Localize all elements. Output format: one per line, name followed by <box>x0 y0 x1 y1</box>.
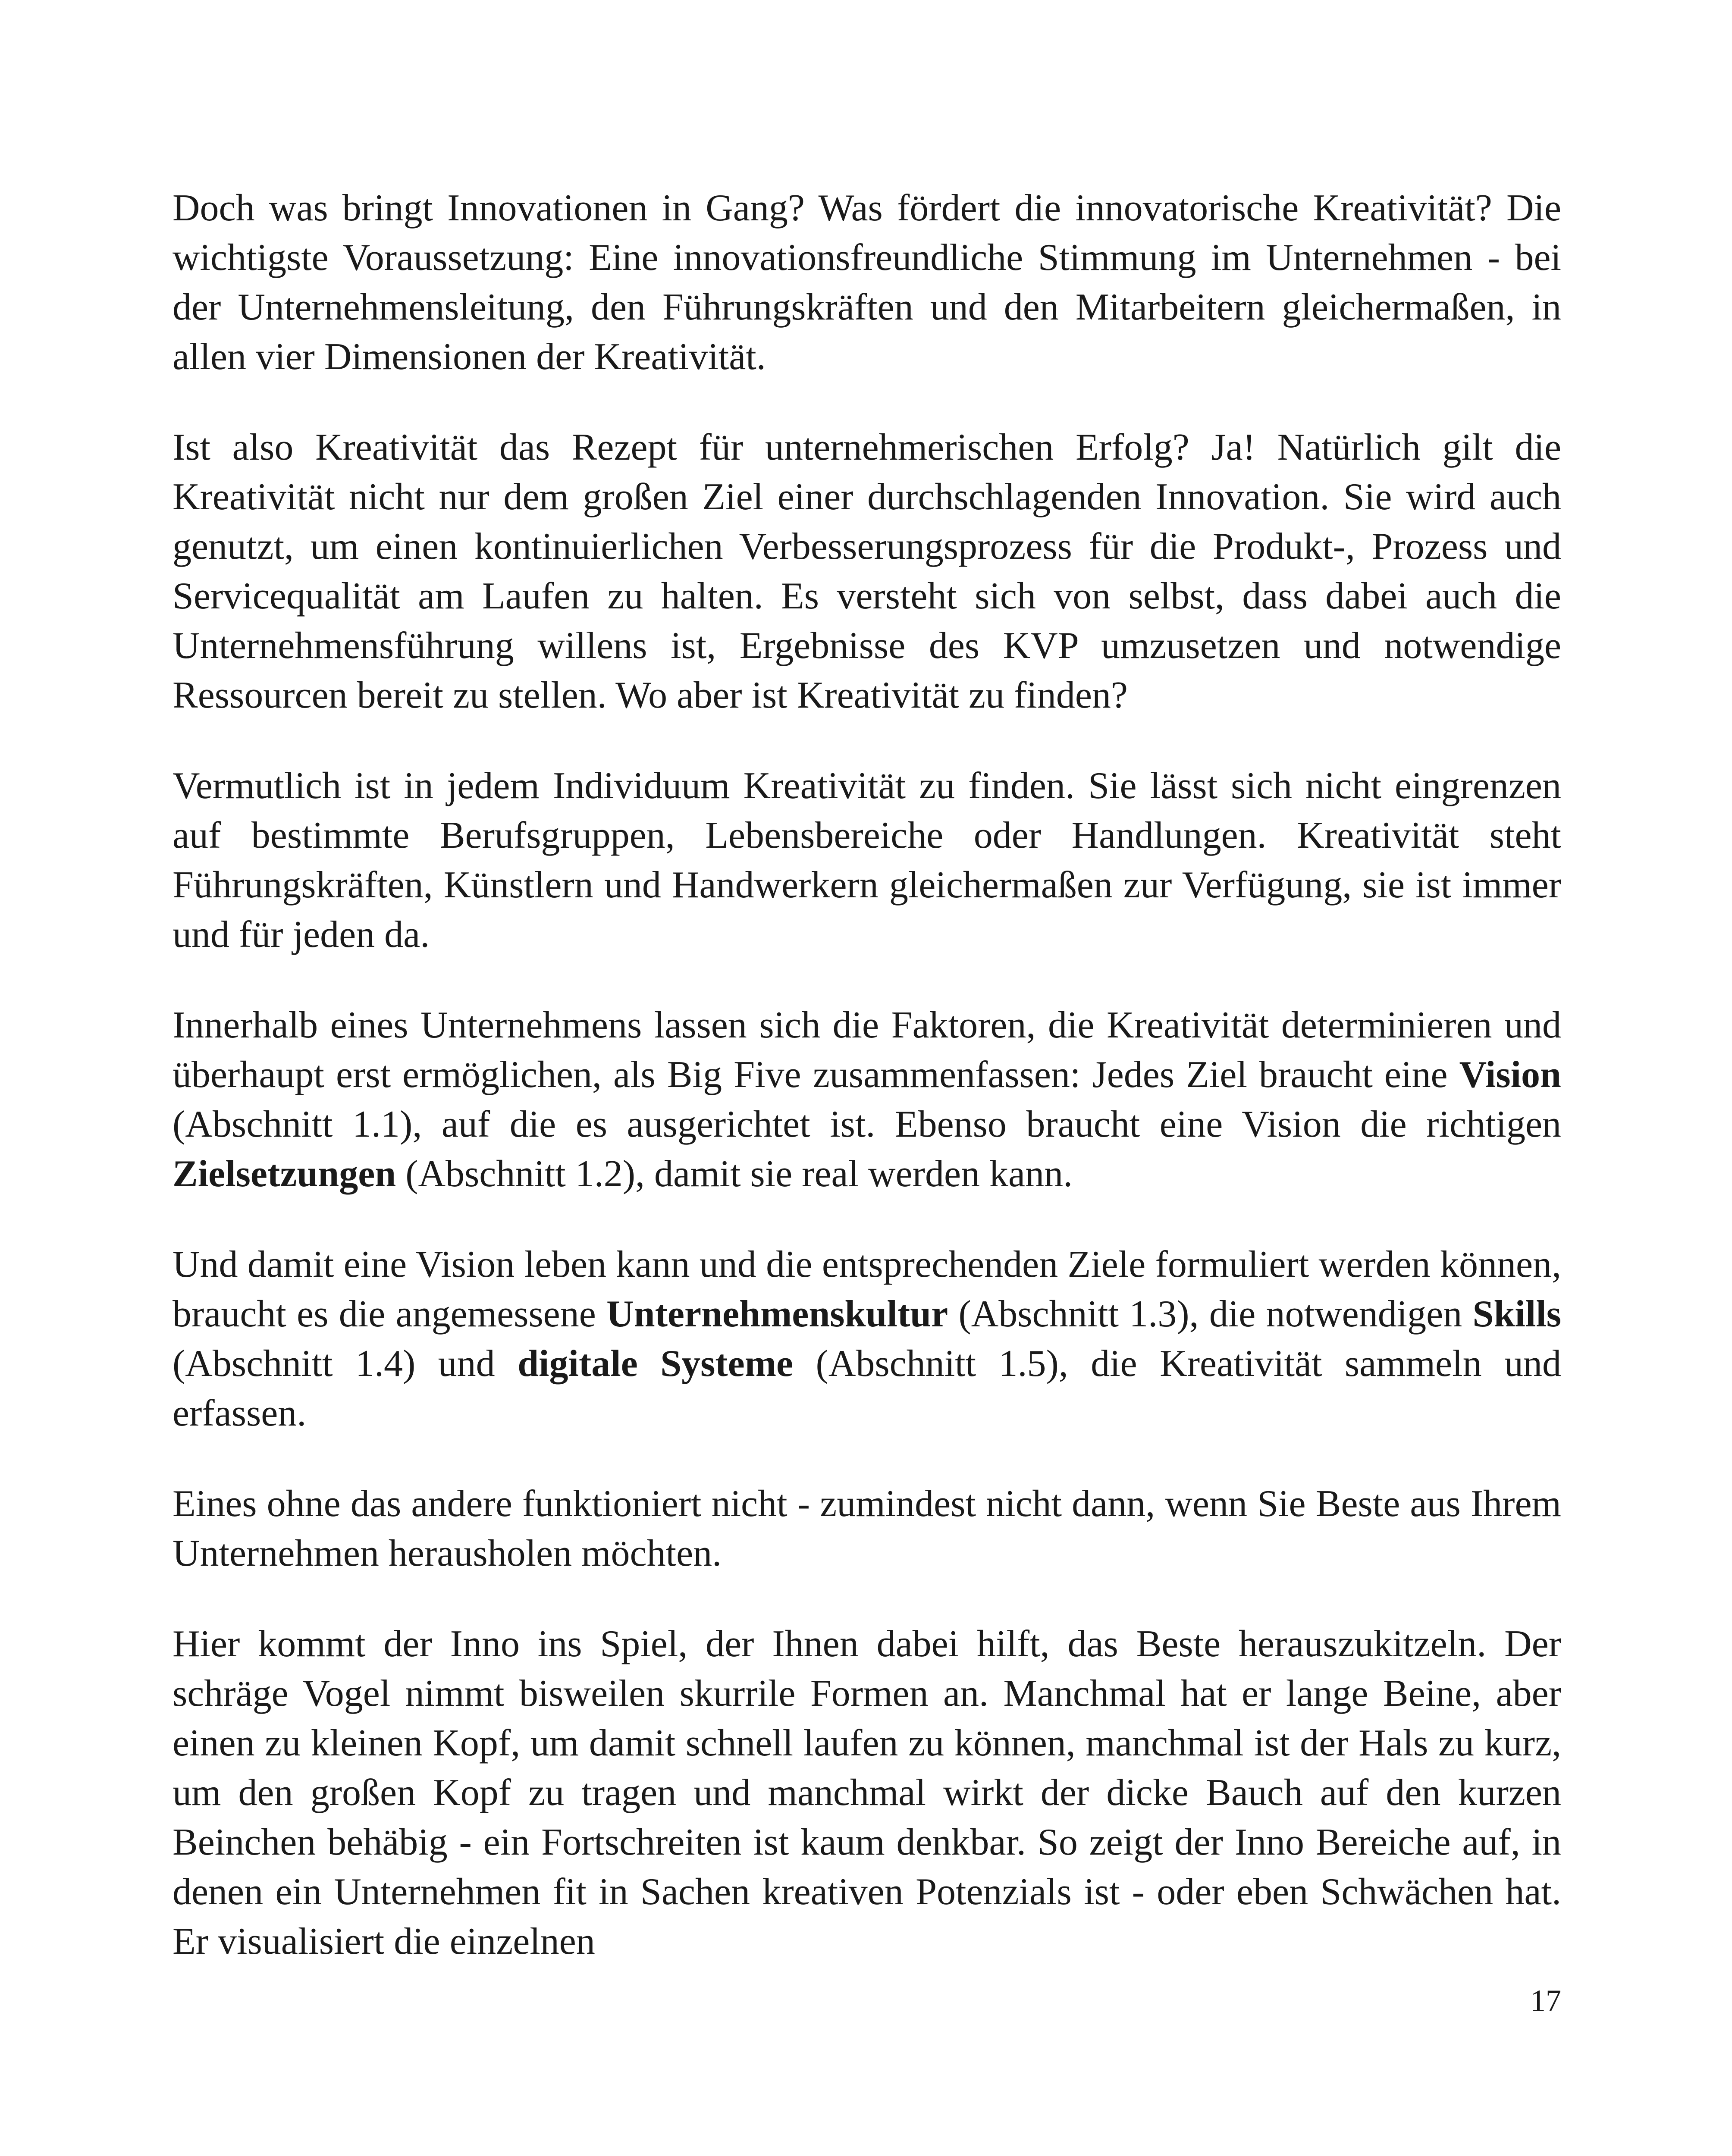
text-segment: (Abschnitt 1.1), auf die es ausgerichtet ist. Ebenso braucht eine Vision die richtigen <box>173 1103 1561 1145</box>
body-text <box>173 183 1561 1966</box>
text-segment: Und damit eine Vision leben kann und die entsprechenden Ziele formuliert werden können, braucht es die angemessene <box>173 1244 1561 1335</box>
text-segment: Vermutlich ist in jedem Individuum Kreativität zu finden. Sie lässt sich nicht eingrenzen auf bestimmte Berufsgruppen, Lebensbereiche oder Handlungen. Kreativität steht Führungskräften, Künstlern und Handwerkern gleichermaßen zur Verfügung, sie ist immer und für jeden da. <box>173 765 1561 956</box>
paragraph-culture-skills-systems <box>173 1240 1561 1438</box>
text-segment: (Abschnitt 1.2), damit sie real werden kann. <box>396 1153 1073 1195</box>
keyword-digitale-systeme: digitale Systeme <box>518 1343 794 1385</box>
text-segment: Hier kommt der Inno ins Spiel, der Ihnen dabei hilft, das Beste herauszukitzeln. Der schräge Vogel nimmt bisweilen skurrile Formen an. Manchmal hat er lange Beine, aber einen zu kleinen Kopf, um damit schnell laufen zu können, manchmal ist der Hals zu kurz, um den großen Kopf zu tragen und manchmal wirkt der dicke Bauch auf den kurzen Beinchen behäbig - ein Fortschreiten ist kaum denkbar. So zeigt der Inno Bereiche auf, in denen ein Unternehmen fit in Sachen kreativen Potenzials ist - oder eben Schwächen hat. Er visualisiert die einzelnen <box>173 1623 1561 1962</box>
keyword-unternehmenskultur: Unternehmenskultur <box>606 1293 948 1335</box>
text-segment: Eines ohne das andere funktioniert nicht - zumindest nicht dann, wenn Sie Beste aus Ihrem Unternehmen herausholen möchten. <box>173 1483 1561 1574</box>
paragraph-individual-creativity <box>173 761 1561 959</box>
text-segment: Doch was bringt Innovationen in Gang? Was fördert die innovatorische Kreativität? Die wichtigste Voraussetzung: Eine innovationsfreundliche Stimmung im Unternehmen - bei der Unternehmensleitung, den Führungskräften und den Mitarbeitern gleichermaßen, in allen vier Dimensionen der Kreativität. <box>173 187 1561 378</box>
text-segment: Ist also Kreativität das Rezept für unternehmerischen Erfolg? Ja! Natürlich gilt die Kreativität nicht nur dem großen Ziel einer durchschlagenden Innovation. Sie wird auch genutzt, um einen kontinuierlichen Verbesserungsprozess für die Produkt-, Prozess und Servicequalität am Laufen zu halten. Es versteht sich von selbst, dass dabei auch die Unternehmensführung willens ist, Ergebnisse des KVP umzusetzen und notwendige Ressourcen bereit zu stellen. Wo aber ist Kreativität zu finden? <box>173 426 1561 716</box>
page-number: 17 <box>1530 1984 1561 2018</box>
keyword-skills: Skills <box>1472 1293 1562 1335</box>
text-segment: Innerhalb eines Unternehmens lassen sich die Faktoren, die Kreativität determinieren und überhaupt erst ermöglichen, als Big Five zusammenfassen: Jedes Ziel braucht eine <box>173 1004 1561 1096</box>
keyword-vision: Vision <box>1459 1054 1561 1096</box>
text-segment: (Abschnitt 1.3), die notwendigen <box>948 1293 1473 1335</box>
keyword-zielsetzungen: Zielsetzungen <box>173 1153 396 1195</box>
paragraph-inno-bird <box>173 1619 1561 1966</box>
text-segment: (Abschnitt 1.4) und <box>173 1343 518 1385</box>
paragraph-interdependence <box>173 1479 1561 1578</box>
text-segment: (Abschnitt 1.5), die Kreativität sammeln und erfassen. <box>173 1343 1561 1434</box>
paragraph-creativity-recipe <box>173 423 1561 720</box>
paragraph-big-five <box>173 1000 1561 1199</box>
paragraph-innovation-start <box>173 183 1561 382</box>
